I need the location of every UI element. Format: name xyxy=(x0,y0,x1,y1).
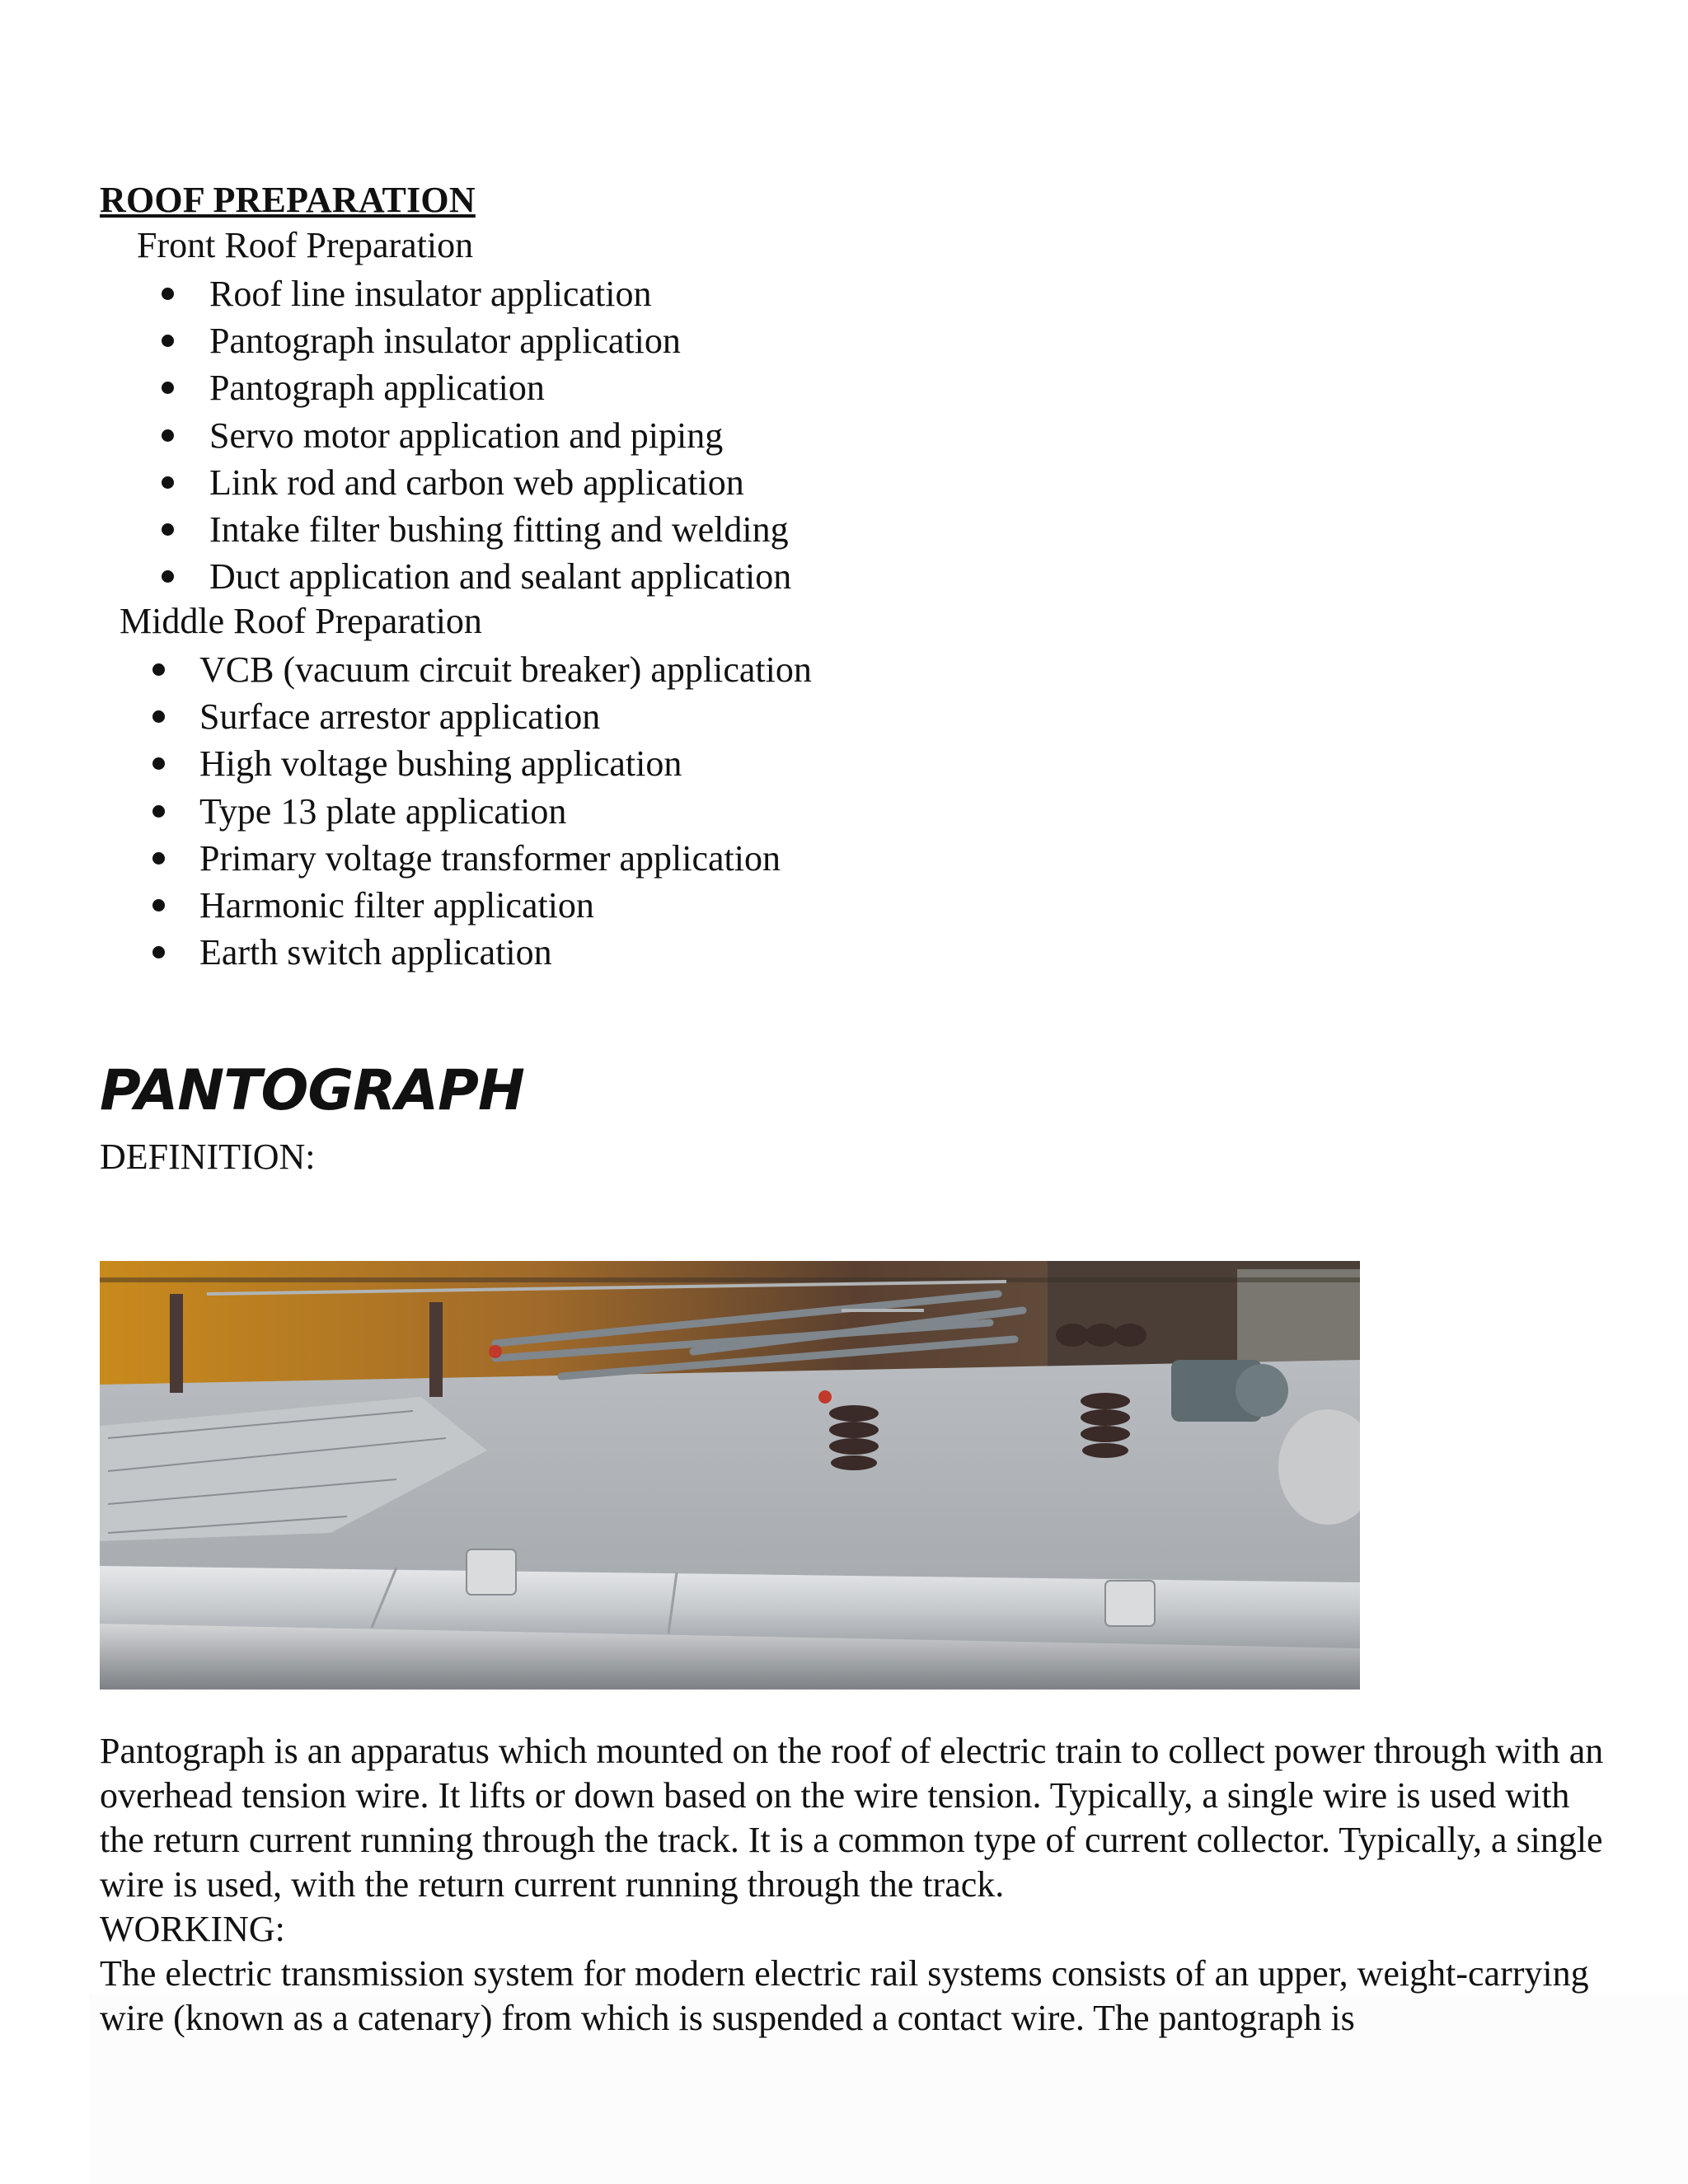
list-item: Surface arrestor application xyxy=(199,693,812,740)
list-item: VCB (vacuum circuit breaker) application xyxy=(199,646,812,693)
bullet-icon xyxy=(162,429,174,442)
list-item: High voltage bushing application xyxy=(199,740,812,787)
bullet-icon xyxy=(152,663,165,676)
front-roof-heading: Front Roof Preparation xyxy=(137,225,474,265)
list-item: Servo motor application and piping xyxy=(209,412,791,459)
list-item: Type 13 plate application xyxy=(199,788,812,835)
list-item: Duct application and sealant application xyxy=(209,553,791,600)
list-item: Intake filter bushing fitting and welding xyxy=(209,506,791,553)
bullet-icon xyxy=(162,382,174,394)
list-item: Pantograph application xyxy=(209,364,791,411)
working-label: WORKING: xyxy=(100,1909,285,1949)
front-roof-list xyxy=(209,270,791,600)
list-item: Harmonic filter application xyxy=(199,882,812,929)
bullet-icon xyxy=(152,852,165,865)
pantograph-title: PANTOGRAPH xyxy=(100,1058,524,1123)
definition-paragraph: Pantograph is an apparatus which mounted on the roof of electric train to collect power through with an overhead tension wire. It lifts or down based on the wire tension. Typically, a single wire is used with the return current running through the track. It is a common type of current collector. Typically, a single wire is used, with the return current running through the track. xyxy=(100,1731,1604,1905)
bullet-icon xyxy=(162,288,174,300)
list-item: Primary voltage transformer application xyxy=(199,835,812,882)
list-item: Roof line insulator application xyxy=(209,270,791,317)
bullet-icon xyxy=(162,523,174,536)
middle-roof-list xyxy=(199,646,812,976)
bullet-icon xyxy=(152,757,165,770)
bullet-icon xyxy=(162,476,174,489)
bullet-icon xyxy=(152,946,165,958)
working-paragraph: The electric transmission system for modern electric rail systems consists of an upper, weight-carrying wire (known as a catenary) from which is suspended a contact wire. The pantograph is xyxy=(100,1953,1589,2038)
bullet-icon xyxy=(162,570,174,583)
bullet-icon xyxy=(152,710,165,723)
list-item: Link rod and carbon web application xyxy=(209,459,791,506)
bullet-icon xyxy=(152,899,165,912)
list-item: Pantograph insulator application xyxy=(209,317,791,364)
middle-roof-heading: Middle Roof Preparation xyxy=(120,601,482,641)
pantograph-photo xyxy=(100,1261,1360,1690)
roof-preparation-title: ROOF PREPARATION xyxy=(100,180,476,220)
bullet-icon xyxy=(162,335,174,347)
definition-label: DEFINITION: xyxy=(100,1137,316,1177)
list-item: Earth switch application xyxy=(199,929,812,976)
bullet-icon xyxy=(152,805,165,818)
